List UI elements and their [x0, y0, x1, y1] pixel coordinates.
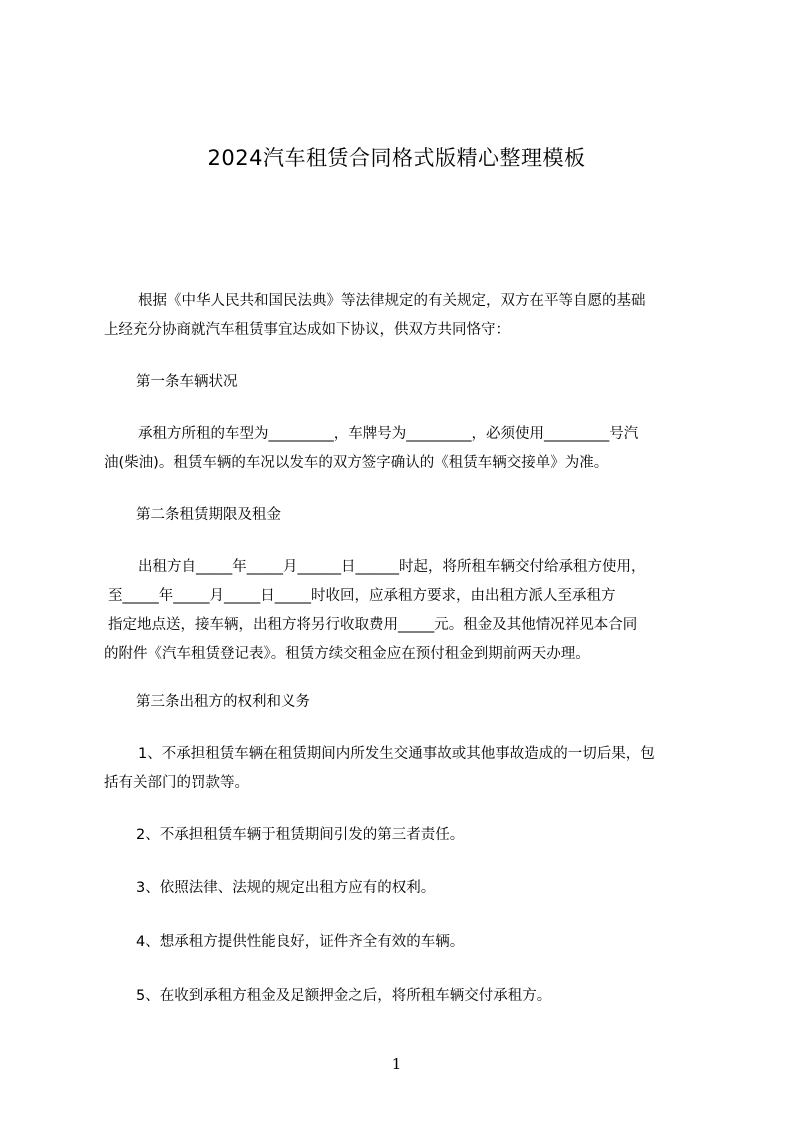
intro-line-2: 上经充分协商就汽车租赁事宜达成如下协议，供双方共同恪守： [104, 322, 510, 338]
article-1-heading: 第一条车辆状况 [136, 374, 238, 390]
article-3-item-3: 3、依照法律、法规的规定出租方应有的权利。 [136, 880, 436, 896]
article-3-item-4: 4、想承租方提供性能良好，证件齐全有效的车辆。 [136, 934, 465, 950]
article-2-line-3: 指定地点送，接车辆，出租方将另行收取费用_____元。租金及其他情况祥见本合同 [108, 617, 638, 633]
document-title: 2024汽车租赁合同格式版精心整理模板 [207, 146, 586, 170]
article-3-item-1 [104, 740, 710, 798]
intro-paragraph [104, 287, 710, 345]
article-3-item-5: 5、在收到承租方租金及足额押金之后，将所租车辆交付承租方。 [136, 988, 552, 1004]
article-1-paragraph [104, 420, 710, 478]
article-2-paragraph [104, 553, 710, 669]
intro-line-1: 根据《中华人民共和国民法典》等法律规定的有关规定，双方在平等自愿的基础 [138, 293, 646, 309]
article-3-item-1-line-1: 1、不承担租赁车辆在租赁期间内所发生交通事故或其他事故造成的一切后果，包 [138, 746, 655, 762]
article-2-line-4: 的附件《汽车租赁登记表》。租赁方续交租金应在预付租金到期前两天办理。 [104, 646, 590, 662]
article-1-line-1: 承租方所租的车型为_________，车牌号为_________，必须使用_________号汽 [138, 426, 639, 442]
article-3-item-2: 2、不承担租赁车辆于租赁期间引发的第三者责任。 [136, 827, 465, 843]
page-number: 1 [391, 1055, 402, 1073]
article-2-heading: 第二条租赁期限及租金 [136, 507, 281, 523]
article-2-line-1: 出租方自_____年_____月______日______时起，将所租车辆交付给承租方使用， [138, 559, 646, 575]
article-3-item-1-line-2: 括有关部门的罚款等。 [104, 775, 249, 791]
article-2-line-2: 至_____年_____月_____日_____时收回，应承租方要求，由出租方派人至承租方 [108, 588, 616, 604]
article-1-line-2: 油(柴油)。租赁车辆的车况以发车的双方签字确认的《租赁车辆交接单》为准。 [104, 455, 609, 471]
article-3-heading: 第三条出租方的权利和义务 [136, 694, 310, 710]
